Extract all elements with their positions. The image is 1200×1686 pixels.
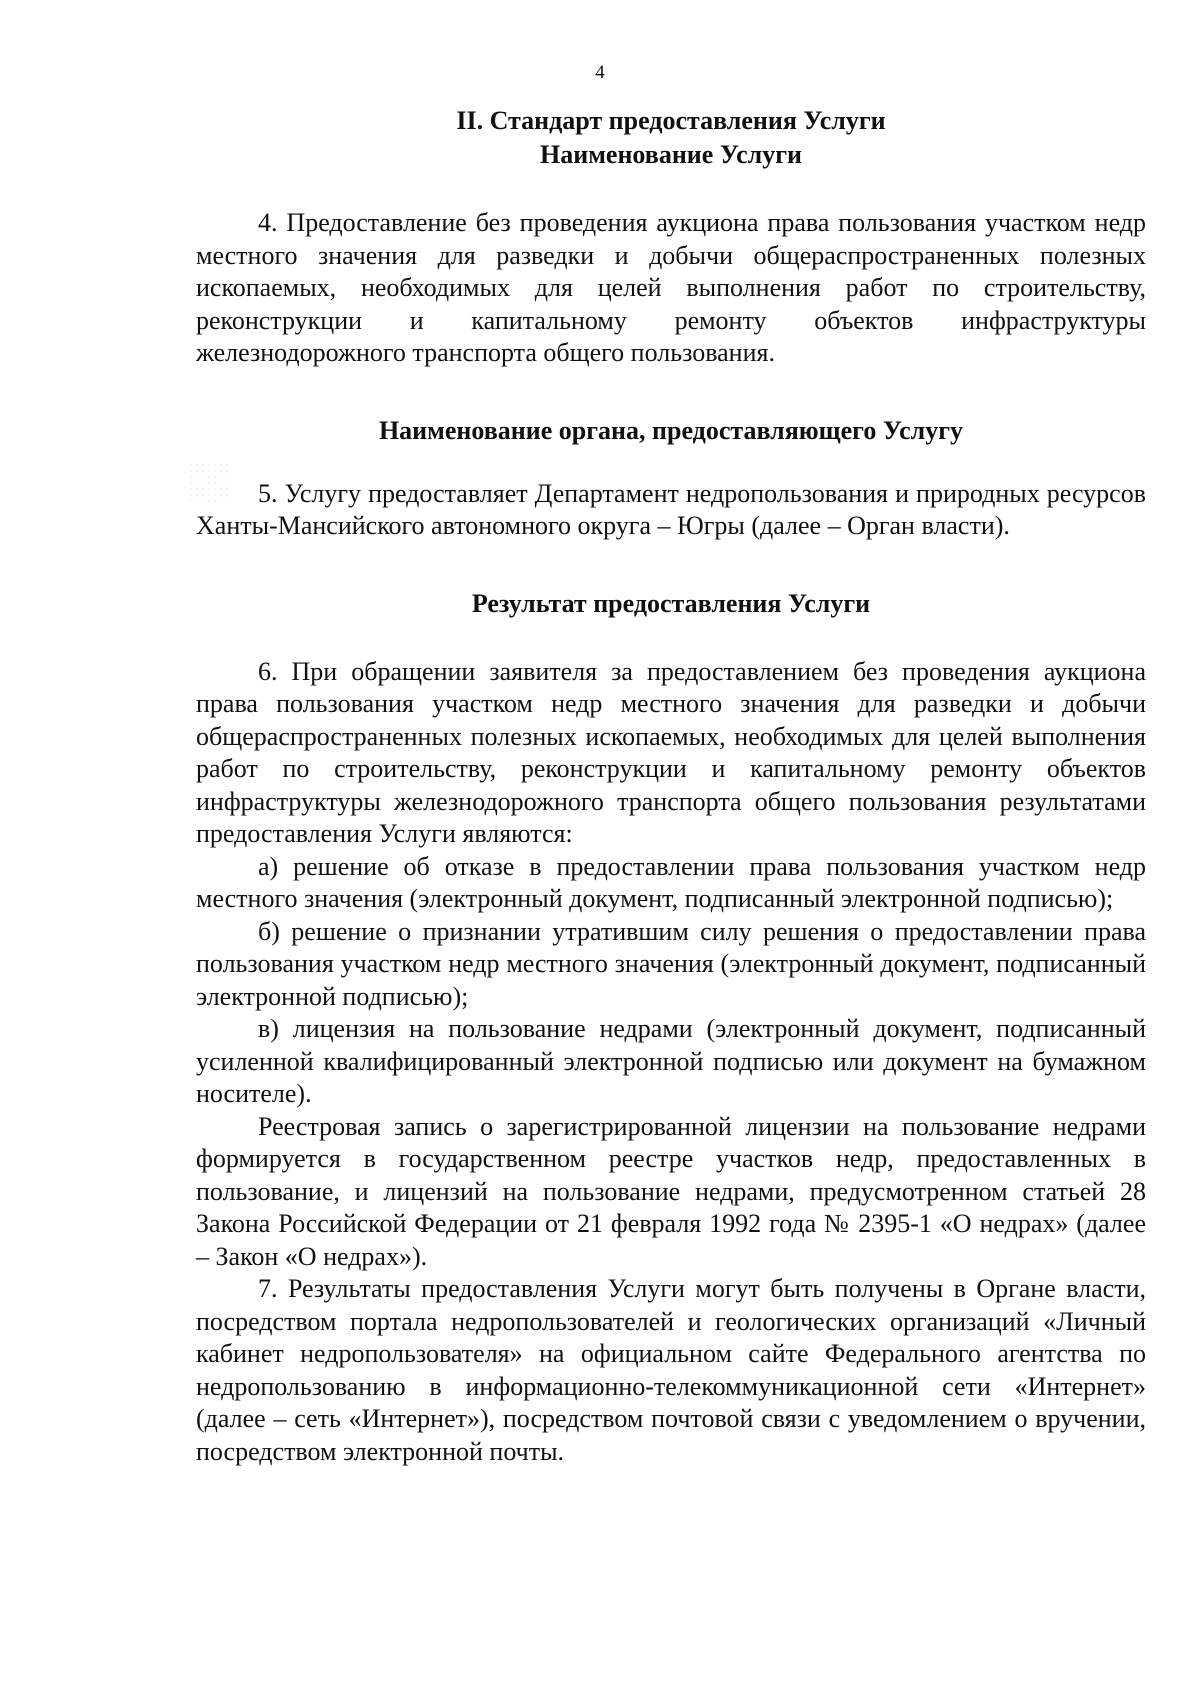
item-v: в) лицензия на пользование недрами (электронный документ, подписанный усиленной квалифицированный электронной подписью или документ на бумажном носителе). <box>196 1014 1146 1108</box>
paragraph-6: 6. При обращении заявителя за предоставлением без проведения аукциона права пользования участком недр местного значения для разведки и добычи общераспространенных полезных ископаемых, необходимых для целей выполнения работ по строительству, реконструкции и капитальному ремонту объектов инфраструктуры железнодорожного транспорта общего пользования результатами предоставления Услуги являются: <box>196 656 1146 848</box>
heading-result: Результат предоставления Услуги <box>471 588 871 618</box>
paragraph-4: 4. Предоставление без проведения аукциона права пользования участком недр местного значения для разведки и добычи общераспространенных полезных ископаемых, необходимых для целей выполнения работ по строительству, реконструкции и капитальному ремонту объектов инфраструктуры железнодорожного транспорта общего пользования. <box>196 208 1146 367</box>
paragraph-registry: Реестровая запись о зарегистрированной лицензии на пользование недрами формируется в государственном реестре участков недр, предоставленных в пользование, и лицензий на пользование недрами, предусмотренном статьей 28 Закона Российской Федерации от 21 февраля 1992 года № 2395-1 «О недрах» (далее – Закон «О недрах»). <box>196 1111 1146 1271</box>
document-body <box>196 104 1146 1468</box>
section-title: II. Стандарт предоставления Услуги <box>456 106 886 135</box>
page-number: 4 <box>595 62 605 83</box>
paragraph-5: 5. Услугу предоставляет Департамент недропользования и природных ресурсов Ханты-Мансийского автономного округа – Югры (далее – Орган власти). <box>196 478 1146 540</box>
item-a: а) решение об отказе в предоставлении права пользования участком недр местного значения (электронный документ, подписанный электронной подписью); <box>196 851 1146 913</box>
section-subtitle: Наименование Услуги <box>539 140 803 169</box>
heading-authority: Наименование органа, предоставляющего Услугу <box>378 415 964 445</box>
item-b: б) решение о признании утратившим силу решения о предоставлении права пользования участком недр местного значения (электронный документ, подписанный электронной подписью); <box>196 916 1146 1011</box>
paragraph-7: 7. Результаты предоставления Услуги могут быть получены в Органе власти, посредством портала недропользователей и геологических организаций «Личный кабинет недропользователя» на официальном сайте Федерального агентства по недропользованию в информационно-телекоммуникационной сети «Интернет» (далее – сеть «Интернет»), посредством почтовой связи с уведомлением о вручении, посредством электронной почты. <box>196 1274 1146 1466</box>
